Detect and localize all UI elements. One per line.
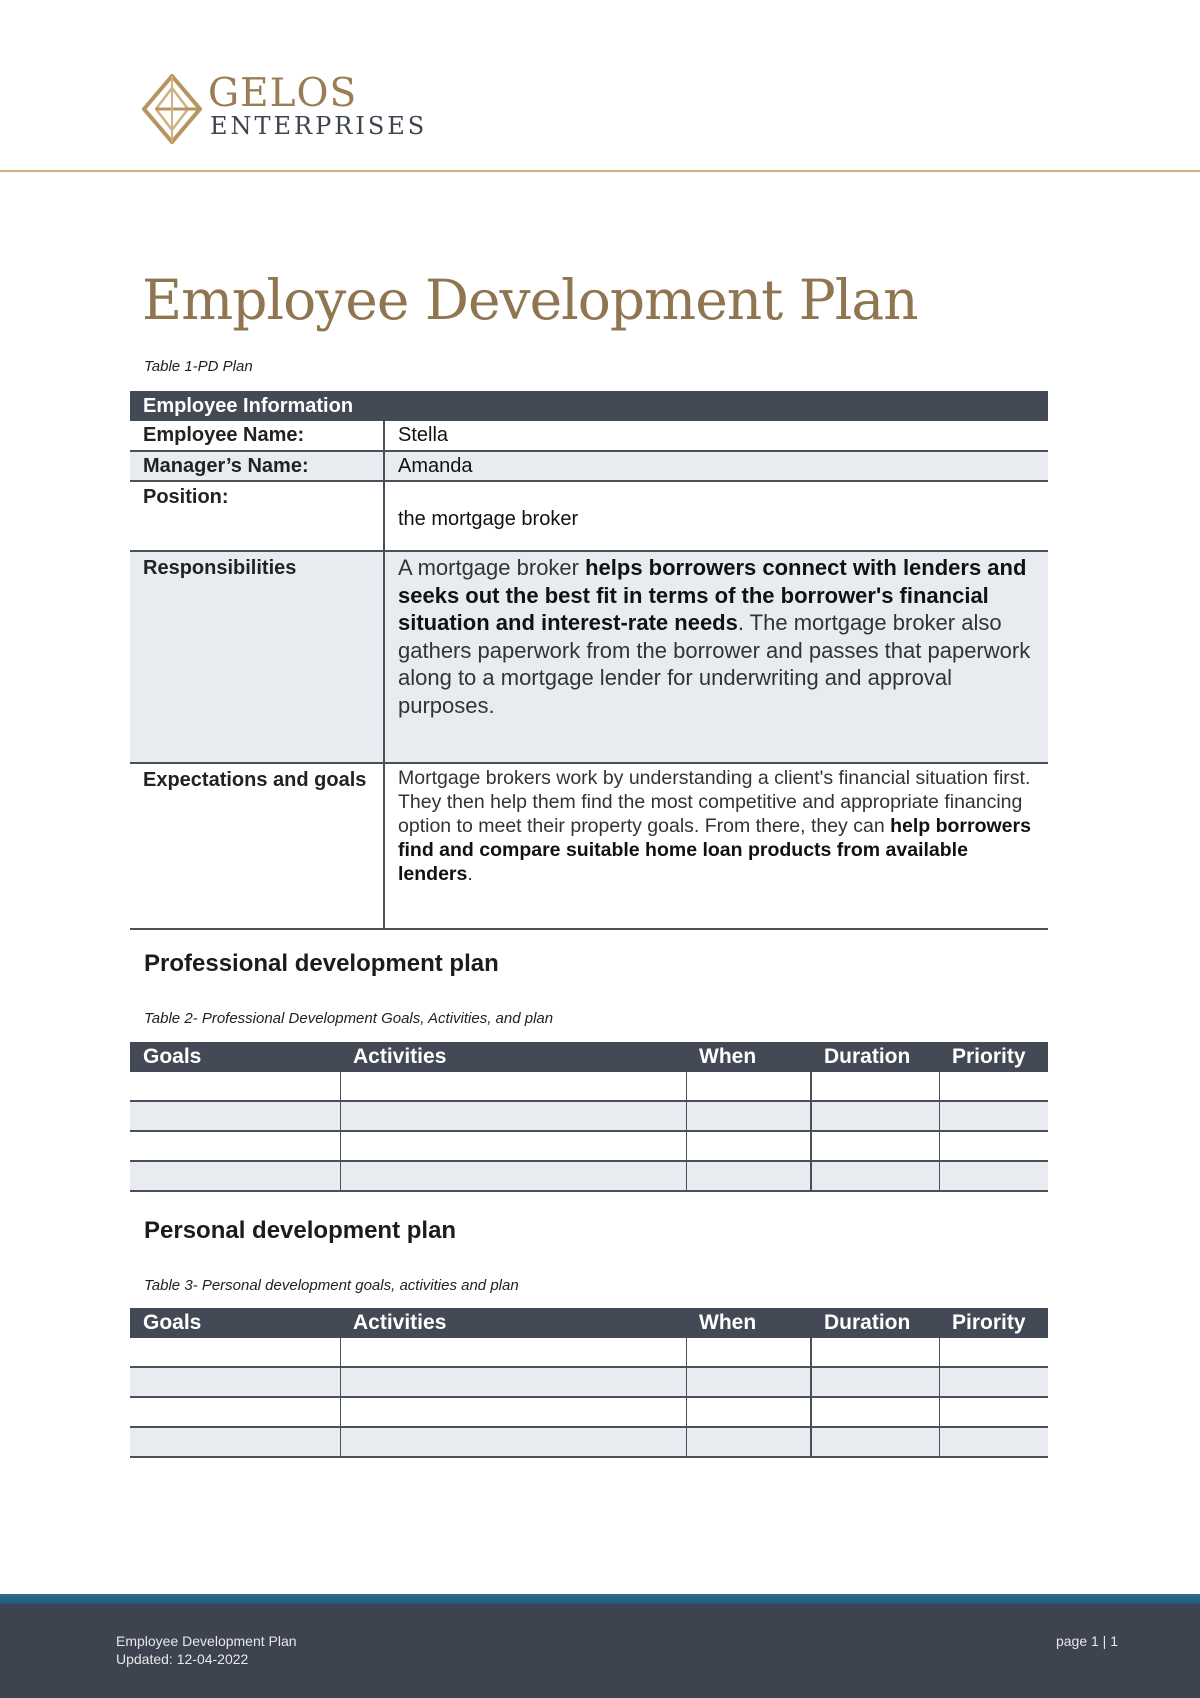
manager-name-value[interactable]: Amanda — [384, 451, 1048, 481]
personal-plan-heading: Personal development plan — [144, 1217, 457, 1244]
table-cell[interactable] — [686, 1101, 811, 1131]
table-row — [130, 1367, 1048, 1397]
expectations-text-2: . — [467, 863, 473, 885]
employee-name-value[interactable]: Stella — [384, 421, 1048, 451]
position-label: Position: — [130, 481, 384, 551]
table1-caption: Table 1-PD Plan — [144, 358, 253, 375]
table-cell[interactable] — [340, 1338, 686, 1367]
column-header-duration: Duration — [811, 1042, 939, 1072]
column-header-goals: Goals — [130, 1308, 340, 1338]
responsibilities-value[interactable] — [384, 551, 1048, 763]
column-header-when: When — [686, 1308, 811, 1338]
table-cell[interactable] — [811, 1131, 939, 1161]
table-cell[interactable] — [811, 1367, 939, 1397]
table-cell[interactable] — [130, 1367, 340, 1397]
responsibilities-text-2: . The mortgage broker also gathers paperwork from the borrower and passes that paperwork along to a mortgage lender for underwriting and approval purposes. — [398, 610, 1031, 718]
table-row — [130, 1101, 1048, 1131]
table-row — [130, 1338, 1048, 1367]
table3-caption: Table 3- Personal development goals, activities and plan — [144, 1277, 519, 1294]
table-cell[interactable] — [811, 1338, 939, 1367]
table-cell[interactable] — [130, 1072, 340, 1101]
expectations-value[interactable] — [384, 763, 1048, 929]
table-cell[interactable] — [939, 1397, 1048, 1427]
column-header-goals: Goals — [130, 1042, 340, 1072]
table-cell[interactable] — [130, 1397, 340, 1427]
table-cell[interactable] — [939, 1338, 1048, 1367]
employee-name-label: Employee Name: — [130, 421, 384, 451]
brand-name: GELOS — [208, 71, 358, 116]
table2-caption: Table 2- Professional Development Goals, Activities, and plan — [144, 1010, 554, 1027]
table-cell[interactable] — [340, 1367, 686, 1397]
header-divider — [0, 170, 1200, 172]
table-row — [130, 1427, 1048, 1457]
table-cell[interactable] — [939, 1131, 1048, 1161]
table-row — [130, 1072, 1048, 1101]
personal-plan-table — [130, 1308, 1048, 1458]
table-cell[interactable] — [130, 1338, 340, 1367]
expectations-text-1: Mortgage brokers work by understanding a client's financial situation first. They then help them find the most competitive and appropriate financing option to meet their property goals. From there, they can — [398, 767, 1031, 837]
table-cell[interactable] — [939, 1367, 1048, 1397]
table-cell[interactable] — [130, 1427, 340, 1457]
table-cell[interactable] — [340, 1397, 686, 1427]
footer-doc-name: Employee Development Plan — [116, 1633, 297, 1649]
table-cell[interactable] — [340, 1427, 686, 1457]
column-header-activities: Activities — [340, 1308, 686, 1338]
table-row — [130, 1397, 1048, 1427]
table-cell[interactable] — [686, 1338, 811, 1367]
responsibilities-label: Responsibilities — [130, 551, 384, 763]
table-cell[interactable] — [811, 1427, 939, 1457]
footer-updated-date: Updated: 12-04-2022 — [116, 1651, 249, 1667]
footer-accent-band — [0, 1594, 1200, 1604]
brand-subtitle: ENTERPRISES — [210, 112, 428, 140]
table-cell[interactable] — [811, 1161, 939, 1191]
professional-plan-table — [130, 1042, 1048, 1192]
table-cell[interactable] — [340, 1072, 686, 1101]
table-cell[interactable] — [811, 1101, 939, 1131]
table-cell[interactable] — [686, 1367, 811, 1397]
table-cell[interactable] — [811, 1397, 939, 1427]
table-cell[interactable] — [686, 1427, 811, 1457]
column-header-priority: Pirority — [939, 1308, 1048, 1338]
table-cell[interactable] — [939, 1161, 1048, 1191]
table-cell[interactable] — [939, 1072, 1048, 1101]
page-footer — [0, 1604, 1200, 1698]
employee-info-table — [130, 391, 1048, 930]
column-header-duration: Duration — [811, 1308, 939, 1338]
table-cell[interactable] — [130, 1131, 340, 1161]
column-header-activities: Activities — [340, 1042, 686, 1072]
responsibilities-text-bold: helps borrowers connect with lenders and seeks out the best fit in terms of the borrower's financial situation and interest-rate needs — [398, 555, 1027, 635]
table-cell[interactable] — [939, 1427, 1048, 1457]
expectations-label: Expectations and goals — [130, 763, 384, 929]
responsibilities-text-1: A mortgage broker — [398, 555, 586, 580]
table-cell[interactable] — [130, 1161, 340, 1191]
page-title: Employee Development Plan — [142, 268, 918, 332]
footer-page-number: page 1 | 1 — [1055, 1633, 1118, 1649]
table-cell[interactable] — [811, 1072, 939, 1101]
column-header-when: When — [686, 1042, 811, 1072]
table-row — [130, 1131, 1048, 1161]
table-cell[interactable] — [340, 1161, 686, 1191]
expectations-text-bold: help borrowers find and compare suitable home loan products from available lenders — [398, 815, 1031, 885]
table-cell[interactable] — [340, 1131, 686, 1161]
table-row — [130, 1161, 1048, 1191]
employee-info-header: Employee Information — [130, 391, 1048, 421]
table-cell[interactable] — [686, 1161, 811, 1191]
manager-name-label: Manager’s Name: — [130, 451, 384, 481]
professional-plan-heading: Professional development plan — [144, 950, 499, 977]
table-cell[interactable] — [686, 1131, 811, 1161]
table-cell[interactable] — [130, 1101, 340, 1131]
table-cell[interactable] — [340, 1101, 686, 1131]
table-cell[interactable] — [686, 1072, 811, 1101]
gold-diamond-logo-icon — [142, 74, 202, 144]
column-header-priority: Priority — [939, 1042, 1048, 1072]
position-value[interactable]: the mortgage broker — [384, 481, 1048, 551]
table-cell[interactable] — [686, 1397, 811, 1427]
table-cell[interactable] — [939, 1101, 1048, 1131]
